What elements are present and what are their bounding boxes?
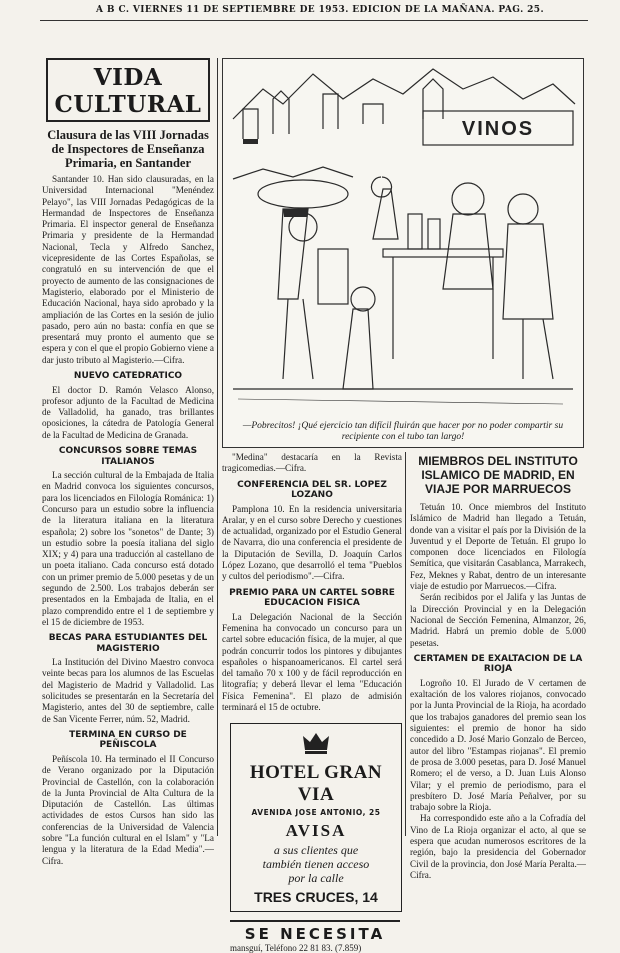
article-paragraph: Tetuán 10. Once miembros del Instituto Islámico de Madrid han llegado a Tetuán, donde van a visitar el país por la División de la Juventud y el Deporte de Tetuán. El grupo lo componen doce licenciados en Filología Semítica, que visitarán Casablanca, Marrakech, Fez, Meknes y Rabat, dentro de un interesante viaje de estudio por Marruecos.—Cifra.: [410, 502, 586, 592]
subheading: PREMIO PARA UN CARTEL SOBRE EDUCACION FISICA: [229, 587, 395, 609]
article-paragraph: "Medina" destacaría en la Revista tragicomedias.—Cifra.: [222, 452, 402, 474]
cartoon-illustration: [222, 58, 584, 448]
classified-ad: [230, 920, 400, 953]
cartoon-caption: —Pobrecitos! ¡Qué ejercicio tan difícil fluirán que hacer por no poder compartir su recipiente con el tubo tan largo!: [242, 421, 564, 442]
column-vida-cultural: [42, 58, 214, 867]
hotel-advertisement: [230, 723, 402, 912]
section-title: VIDA CULTURAL: [46, 58, 210, 122]
article-headline: MIEMBROS DEL INSTITUTO ISLAMICO DE MADRID, EN VIAJE POR MARRUECOS: [418, 454, 578, 496]
crown-icon: [301, 730, 331, 756]
article-paragraph: Santander 10. Han sido clausuradas, en la Universidad Internacional "Menéndez Pelayo", las VIII Jornadas Pedagógicas de la Hermandad de Inspectores de Enseñanza Primaria. El inspector general de Enseñanza Primaria y presidente de la Hermandad Nacional, Tecla y Alfredo Sanchez, vicepresidente de las Cortes Españolas, se congratuló en su intervención de que el proyecto de aumento de las consignaciones de Magisterio, elaborado por el Ministerio de Educación Nacional, haya sido aprobado y la ampliación de las Cortes en la sesión de julio pasado, pero aún no basta: confía en que se presentará muy pronto el aumento que se espera y con el que el propio Gobierno viene a dar justo tributo al Magisterio.—Cifra.: [42, 174, 214, 365]
subheading: BECAS PARA ESTUDIANTES DEL MAGISTERIO: [48, 633, 208, 654]
article-paragraph: Ha correspondido este año a la Cofradía del Vino de La Rioja organizar el acto, al que se espera que acudan numerosos escritores de la región, bajo la presidencia del Gobernador Civil de la provincia, don José María Peralta.—Cifra.: [410, 813, 586, 880]
column-right: [410, 452, 586, 881]
main-headline: Clausura de las VIII Jornadas de Inspectores de Enseñanza Primaria, en Santander: [47, 128, 209, 170]
ad-line: también tienen acceso: [262, 857, 370, 872]
column-middle: [222, 452, 402, 953]
subheading: CERTAMEN DE EXALTACION DE LA RIOJA: [413, 653, 583, 675]
article-paragraph: Logroño 10. El Jurado de V certamen de exaltación de los valores riojanos, convocado por la Junta Provincial de la Rioja, ha acordado que los trabajos ganadores del premio sean los siguientes: el premio de honor ha sido concedido a D. José Mario Gonzalo de Berceo, autor del libro "Estampas riojanas". El premio de prosa de 3.000 pesetas, para D. José Manuel Romero; el de verso, a D. Juan Luis Alonso Vilar; y el premio de periodismo, para el presbítero D. José María Peñalver, por su trabajo sobre la Rioja.: [410, 677, 586, 813]
cartoon-drawing: [223, 59, 583, 447]
subheading: CONCURSOS SOBRE TEMAS ITALIANOS: [58, 446, 198, 467]
column-divider: [405, 452, 406, 836]
ad-line: a sus clientes que: [273, 843, 359, 858]
column-divider: [217, 58, 218, 836]
ad-avisa: AVISA: [285, 821, 347, 841]
article-paragraph: Serán recibidos por el Jalifa y las Juntas de la Dirección Provincial y en la Delegación Nacional de Sección Femenina, Almanzor, 26, Madrid. Habrá un premio doble de 5.000 pesetas.: [410, 592, 586, 648]
header-rule: [40, 20, 588, 21]
page-header: A B C. VIERNES 11 DE SEPTIEMBRE DE 1953. EDICION DE LA MAÑANA. PAG. 25.: [96, 5, 544, 15]
article-paragraph: La sección cultural de la Embajada de Italia en Madrid convoca los siguientes concursos, para los licenciados en Filología Románica: 1) Concurso para un estudio sobre la influencia de la literatura italiana en la literatura española; 2) sobre los "sonetos" de Dante; 3) un estudio sobre la poesía italiana del siglo XIX; y 4) para una traducción al castellano de un poeta italiano. Cada concurso está dotado con un primer premio de 5.000 pesetas y de un segundo de 2.500. Los trabajos deberán ser presentados en la Embajada de Italia, en el plazo comprendido entre el 1 de septiembre y el 15 de diciembre de 1953.: [42, 470, 214, 627]
hotel-address: AVENIDA JOSE ANTONIO, 25: [251, 808, 381, 818]
article-paragraph: La Delegación Nacional de la Sección Femenina ha convocado un concurso para un cartel sobre educación física, de la mujer, al que podrán concurrir todos los pintores y dibujantes españoles o hispanoamericanos. El cartel será del tamaño 70 x 100 y de fácil reproducción en litografía; y deberá llevar el lema "Educación Física Femenina". El plazo de admisión terminará el 15 de octubre.: [222, 611, 402, 713]
article-paragraph: Peñíscola 10. Ha terminado el II Concurso de Verano organizado por la Diputación Provincial de Castellón, con la colaboración de la Junta Provincial de Alta Cultura de la Diputación de Castellón. Las últimas actividades de estos Cursos han sido las conferencias de la Universidad de Valencia sobre "La función cultural en el Islam" y "La lengua y la literatura de la Edad Media".—Cifra.: [42, 753, 214, 866]
classified-title: SE NECESITA: [244, 925, 386, 944]
subheading: TERMINA EN CURSO DE PEÑISCOLA: [69, 729, 187, 751]
ad-street: TRES CRUCES, 14: [254, 889, 378, 906]
article-paragraph: Pamplona 10. En la residencia universitaria Aralar, y en el curso sobre Derecho y cuestiones de actualidad, organizado por el Estudio General de Navarra, dio una conferencia el presidente de la Diputación de Sevilla, D. Joaquín Carlos López Lozano, que desarrolló el tema "Pueblos y cultos del periodismo".—Cifra.: [222, 503, 402, 582]
cartoon-sign: VINOS: [461, 118, 535, 140]
hotel-name: HOTEL GRAN VIA: [249, 762, 383, 806]
article-paragraph: El doctor D. Ramón Velasco Alonso, profesor adjunto de la Facultad de Medicina de Valladolid, ha ganado, tras brillantes oposiciones, la cátedra de Patología General de la Facultad de Medicina de Granada.: [42, 384, 214, 440]
article-paragraph: La Institución del Divino Maestro convoca veinte becas para los alumnos de las Escuelas del Magisterio de Madrid y Valladolid. Las solicitudes se presentarán en la Secretaría del Magisterio, antes del 30 de septiembre, calle de San Vicente Ferrer, núm. 52, Madrid.: [42, 657, 214, 724]
subheading: CONFERENCIA DEL SR. LOPEZ LOZANO: [237, 479, 387, 501]
ad-line: por la calle: [288, 871, 344, 886]
classified-detail: mansguí, Teléfono 22 81 83. (7.859): [230, 943, 362, 953]
subheading: NUEVO CATEDRATICO: [73, 371, 183, 382]
